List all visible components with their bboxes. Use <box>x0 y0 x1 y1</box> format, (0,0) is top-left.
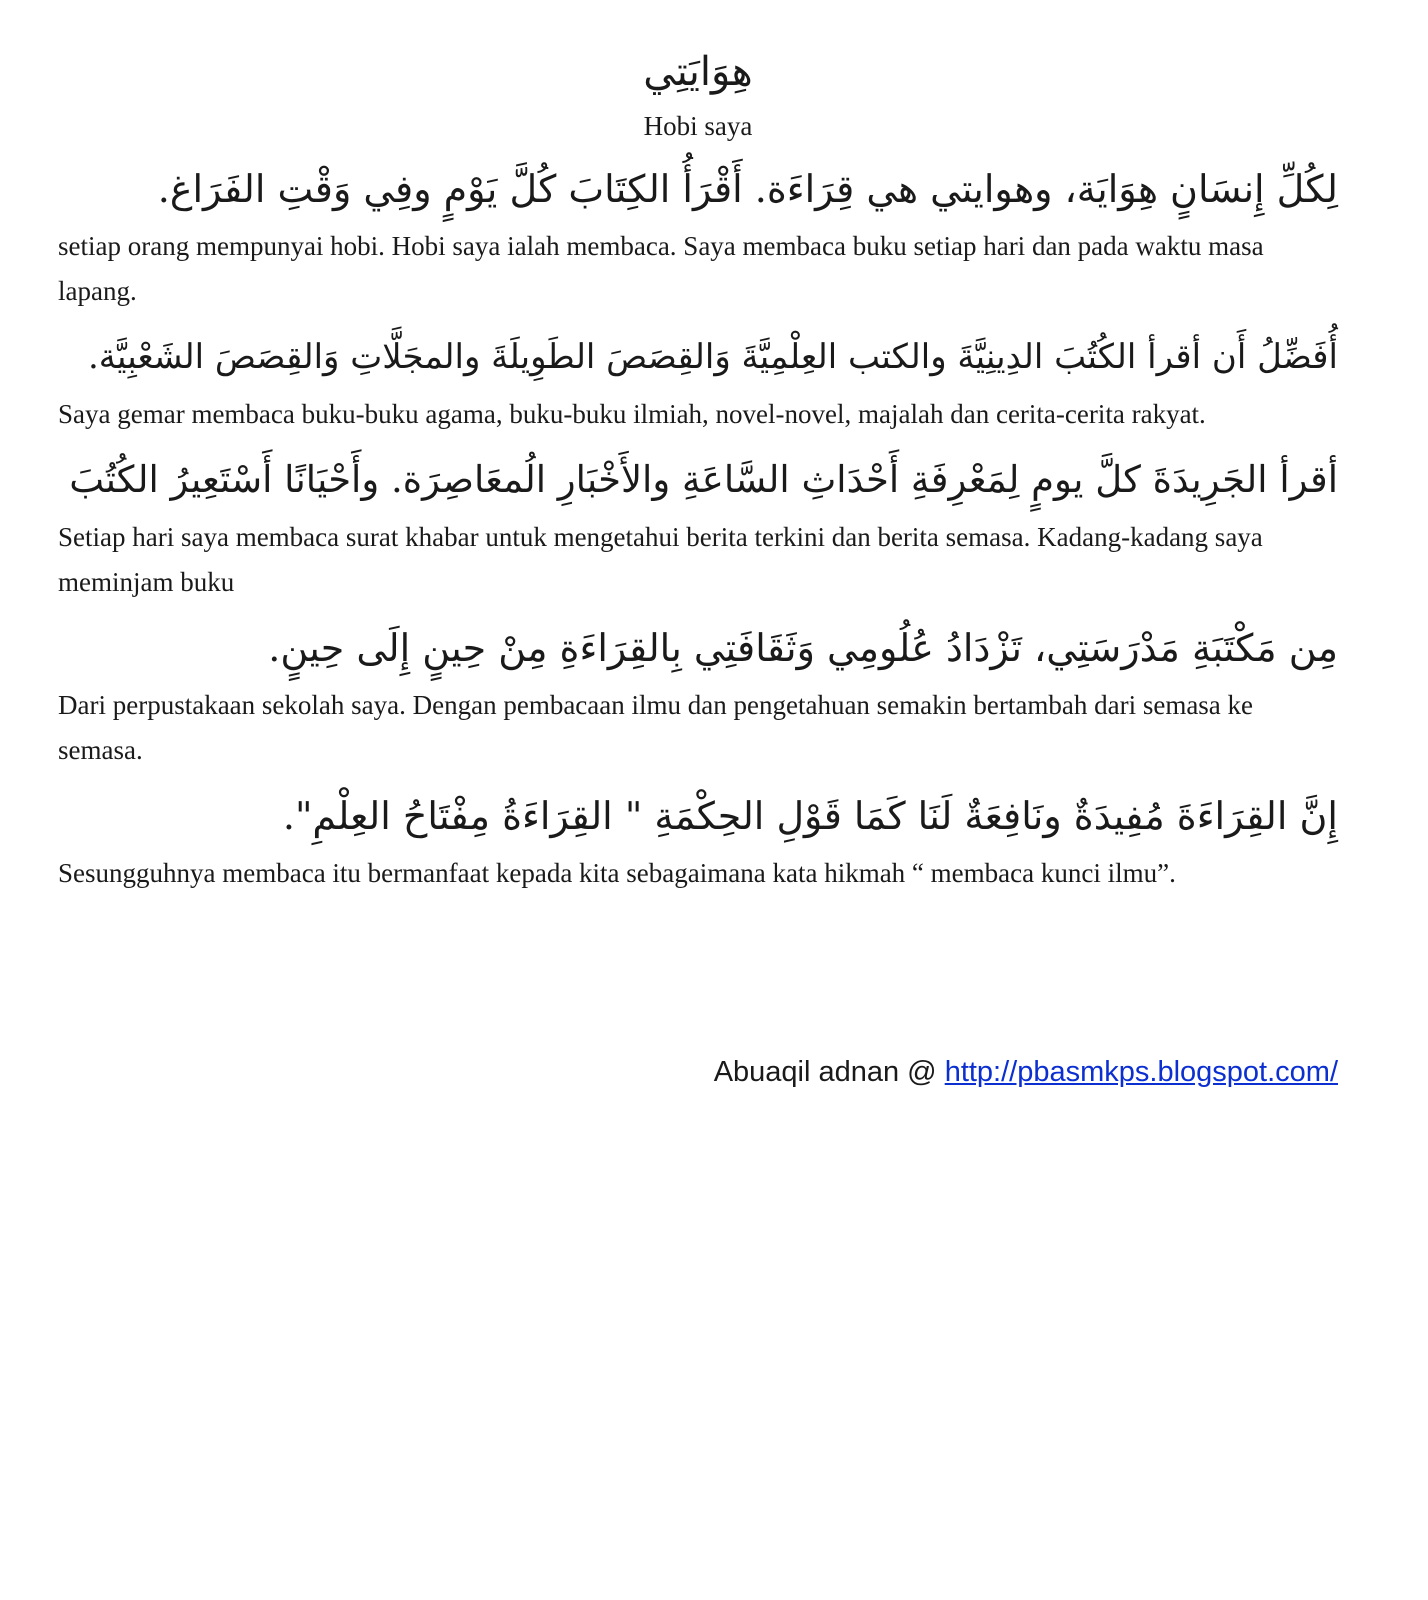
blog-link[interactable]: http://pbasmkps.blogspot.com/ <box>944 1056 1338 1088</box>
paragraph-5 <box>58 781 1338 896</box>
document-page <box>58 40 1338 1088</box>
arabic-text: أُفَضِّلُ أَن أقرأ الكُتُبَ الدِينِيَّةَ والكتب العِلْمِيَّةَ وَالقِصَصَ الطَوِيلَةَ والمجَلَّاتِ وَالقِصَصَ الشَعْبِيَّة. <box>87 337 1338 377</box>
arabic-text: لِكُلِّ إِنسَانٍ هِوَايَة، وهوايتي هي قِرَاءَة. أَقْرَأُ الكِتَابَ كُلَّ يَوْمٍ وفِي وَقْتِ الفَرَاغ. <box>157 167 1338 211</box>
title-malay: Hobi saya <box>643 111 753 141</box>
arabic-text: مِن مَكْتَبَةِ مَدْرَسَتِي، تَزْدَادُ عُلُومِي وَثَقَافَتِي بِالقِرَاءَةِ مِنْ حِينٍ إِلَى حِينٍ. <box>268 626 1338 670</box>
paragraph-2 <box>58 322 1338 437</box>
credit-author: Abuaqil adnan @ <box>713 1056 945 1088</box>
arabic-text: أقرأ الجَرِيدَةَ كلَّ يومٍ لِمَعْرِفَةِ أَحْدَاثِ السَّاعَةِ والأَخْبَارِ الُمعَاصِرَة. وأَحْيَانًا أَسْتَعِيرُ الكُتُبَ <box>69 458 1338 501</box>
malay-translation: setiap orang mempunyai hobi. Hobi saya ialah membaca. Saya membaca buku setiap hari dan pada waktu masa lapang. <box>58 231 1264 306</box>
arabic-text: إِنَّ القِرَاءَةَ مُفِيدَةٌ ونَافِعَةٌ لَنَا كَمَا قَوْلِ الحِكْمَةِ " القِرَاءَةُ مِفْتَاحُ العِلْمِ". <box>282 794 1338 838</box>
paragraph-4 <box>58 613 1338 773</box>
malay-translation: Setiap hari saya membaca surat khabar untuk mengetahui berita terkini dan berita semasa. Kadang-kadang saya meminjam buku <box>58 522 1263 597</box>
malay-translation: Sesungguhnya membaca itu bermanfaat kepada kita sebagaimana kata hikmah “ membaca kunci ilmu”. <box>58 858 1176 888</box>
paragraph-3 <box>58 445 1338 605</box>
credit-line <box>714 1052 1338 1092</box>
title-arabic: هِوَايَتِي <box>643 49 753 95</box>
paragraph-1 <box>58 154 1338 314</box>
malay-translation: Dari perpustakaan sekolah saya. Dengan pembacaan ilmu dan pengetahuan semakin bertambah dari semasa ke semasa. <box>58 690 1254 765</box>
malay-translation: Saya gemar membaca buku-buku agama, buku-buku ilmiah, novel-novel, majalah dan cerita-cerita rakyat. <box>58 399 1206 429</box>
